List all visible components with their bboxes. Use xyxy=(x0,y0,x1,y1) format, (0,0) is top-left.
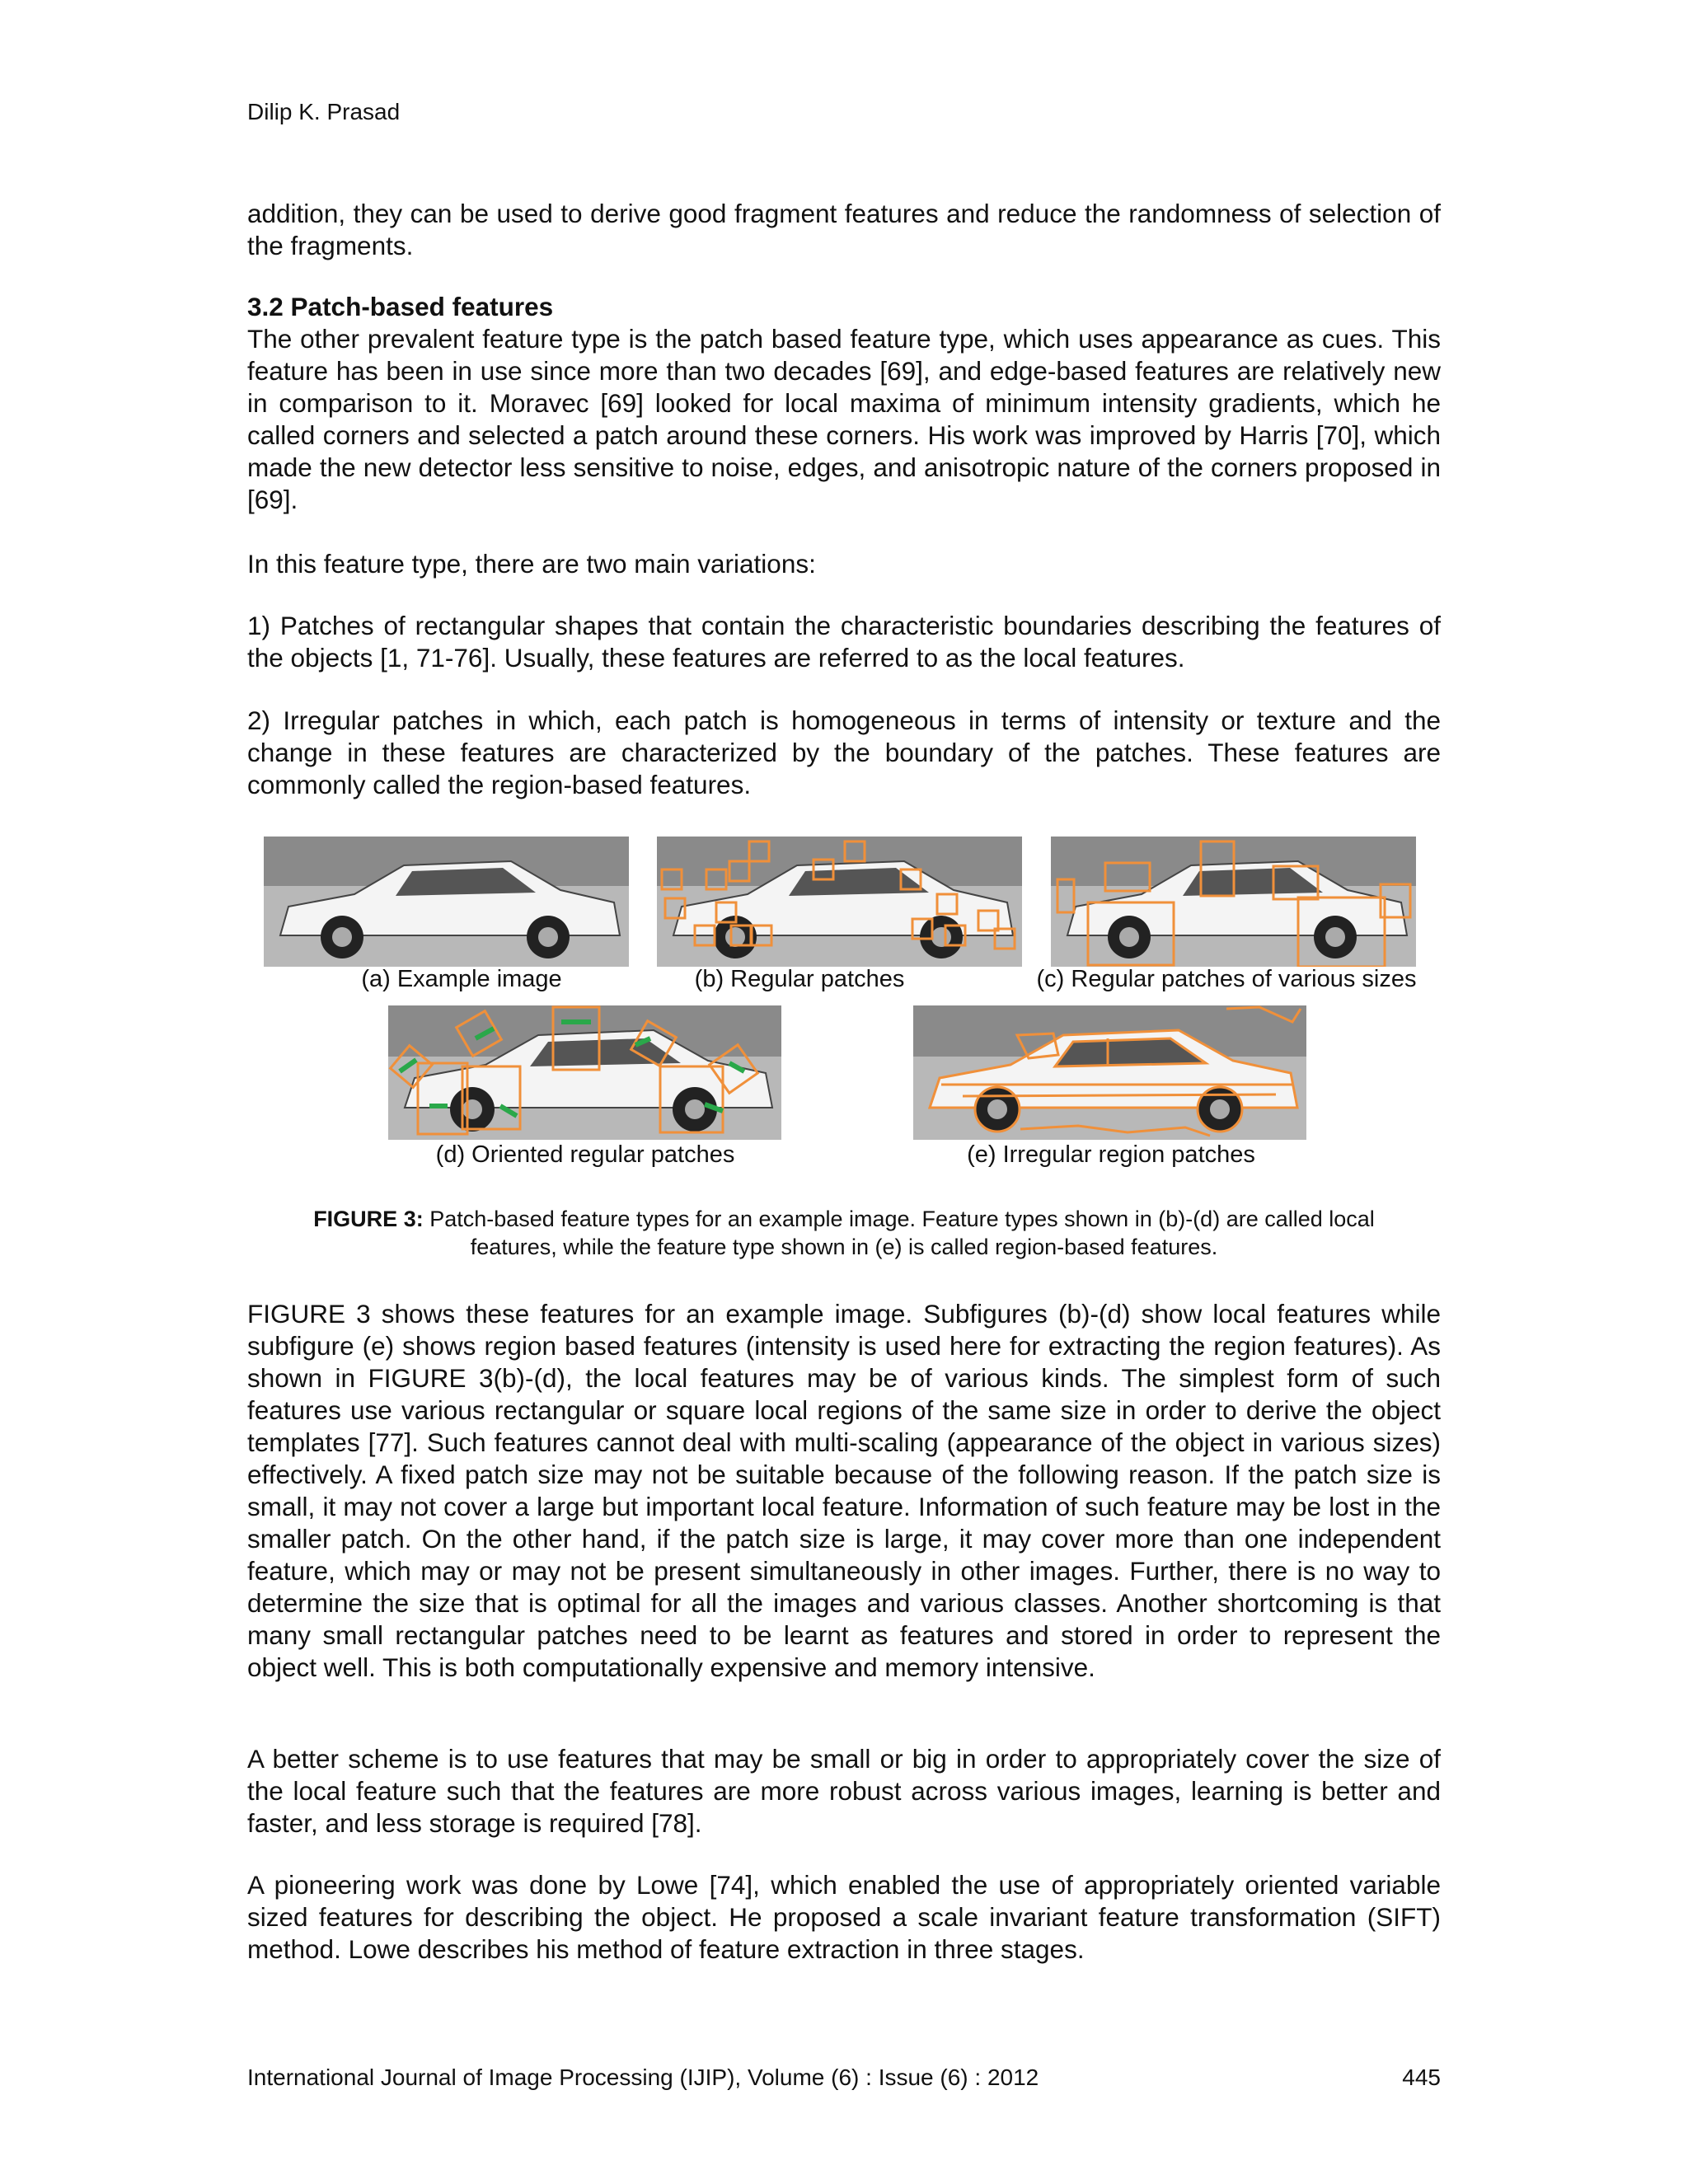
subcaption-d: (d) Oriented regular patches xyxy=(435,1141,735,1168)
paragraph-figure-discussion xyxy=(247,1298,1441,1684)
figure-caption xyxy=(247,1205,1441,1233)
paragraph-text: addition, they can be used to derive good fragment features and reduce the randomness of selection of the fragments. xyxy=(247,199,1441,260)
figure-panel-d xyxy=(388,1005,781,1140)
subcaption-b: (b) Regular patches xyxy=(694,966,905,992)
paragraph-text: 2) Irregular patches in which, each patch is homogeneous in terms of intensity or texture and the change in these features are characterized by the boundary of the patches. These features are commonly called the region-based features. xyxy=(247,705,1441,799)
subcaption-c: (c) Regular patches of various sizes xyxy=(1036,966,1417,992)
paragraph-variations xyxy=(247,548,1441,580)
paragraph-text: A better scheme is to use features that may be small or big in order to appropriately cover the size of the local feature such that the features are more robust across various images, learning is better and faster, and less storage is required [78]. xyxy=(247,1744,1441,1838)
figure-caption-text: Patch-based feature types for an example image. Feature types shown in (b)-(d) are called local xyxy=(429,1207,1375,1231)
figure-panel-a xyxy=(264,837,629,967)
car-image-b xyxy=(657,837,1022,967)
paragraph-item-2 xyxy=(247,705,1441,801)
running-header: Dilip K. Prasad xyxy=(247,99,401,124)
figure-caption-label: FIGURE 3: xyxy=(313,1207,424,1231)
car-image-c xyxy=(1051,837,1416,967)
section-heading: 3.2 Patch-based features xyxy=(247,292,554,321)
section-3-2 xyxy=(247,291,1441,516)
paragraph-text: In this feature type, there are two main variations: xyxy=(247,549,816,579)
paragraph-better-scheme xyxy=(247,1743,1441,1840)
paragraph-lowe xyxy=(247,1869,1441,1966)
car-image-a xyxy=(264,837,629,967)
paragraph-text: FIGURE 3 shows these features for an example image. Subfigures (b)-(d) show local features while subfigure (e) shows region based features (intensity is used here for extracting the region features). As shown in FIGURE 3(b)-(d), the local features may be of various kinds. The simplest form of such features use various rectangular or square local regions of the same size in order to derive the object templates [77]. Such features cannot deal with multi-scaling (appearance of the object in various sizes) effectively. A fixed patch size may not be suitable because of the following reason. If the patch size is small, it may not cover a large but important local feature. Information of such feature may be lost in the smaller patch. On the other hand, if the patch size is large, it may cover more than one independent feature, which may or may not be present simultaneously in other images. Further, there is no way to determine the size that is optimal for all the images and various classes. Another shortcoming is that many small rectangular patches need to be learnt as features and stored in order to represent the object well. This is both computationally expensive and memory intensive. xyxy=(247,1299,1441,1682)
paragraph-item-1 xyxy=(247,610,1441,674)
paragraph-text: The other prevalent feature type is the patch based feature type, which uses appearance as cues. This feature has been in use since more than two decades [69], and edge-based features are relatively new in comparison to it. Moravec [69] looked for local maxima of minimum intensity gradients, which he called corners and selected a patch around these corners. His work was improved by Harris [70], which made the new detector less sensitive to noise, edges, and anisotropic nature of the corners proposed in [69]. xyxy=(247,324,1441,514)
figure-caption-line-2: features, while the feature type shown in (e) is called region-based features. xyxy=(470,1235,1218,1259)
paragraph-continuation xyxy=(247,198,1441,262)
journal-citation: International Journal of Image Processing (IJIP), Volume (6) : Issue (6) : 2012 xyxy=(247,2064,1039,2090)
paragraph-text: A pioneering work was done by Lowe [74], which enabled the use of appropriately oriented variable sized features for describing the object. He proposed a scale invariant feature transformation (SIFT) method. Lowe describes his method of feature extraction in three stages. xyxy=(247,1870,1441,1964)
car-image-d xyxy=(388,1005,781,1140)
subcaption-a: (a) Example image xyxy=(361,966,562,992)
subcaption-e: (e) Irregular region patches xyxy=(967,1141,1255,1168)
paragraph-text: 1) Patches of rectangular shapes that contain the characteristic boundaries describing the features of the objects [1, 71-76]. Usually, these features are referred to as the local features. xyxy=(247,611,1441,673)
running-footer xyxy=(247,2064,1441,2091)
figure-panel-c xyxy=(1051,837,1416,967)
figure-panel-b xyxy=(657,837,1022,967)
car-image-e xyxy=(913,1005,1306,1140)
page-number: 445 xyxy=(1402,2064,1441,2090)
figure-panel-e xyxy=(913,1005,1306,1140)
